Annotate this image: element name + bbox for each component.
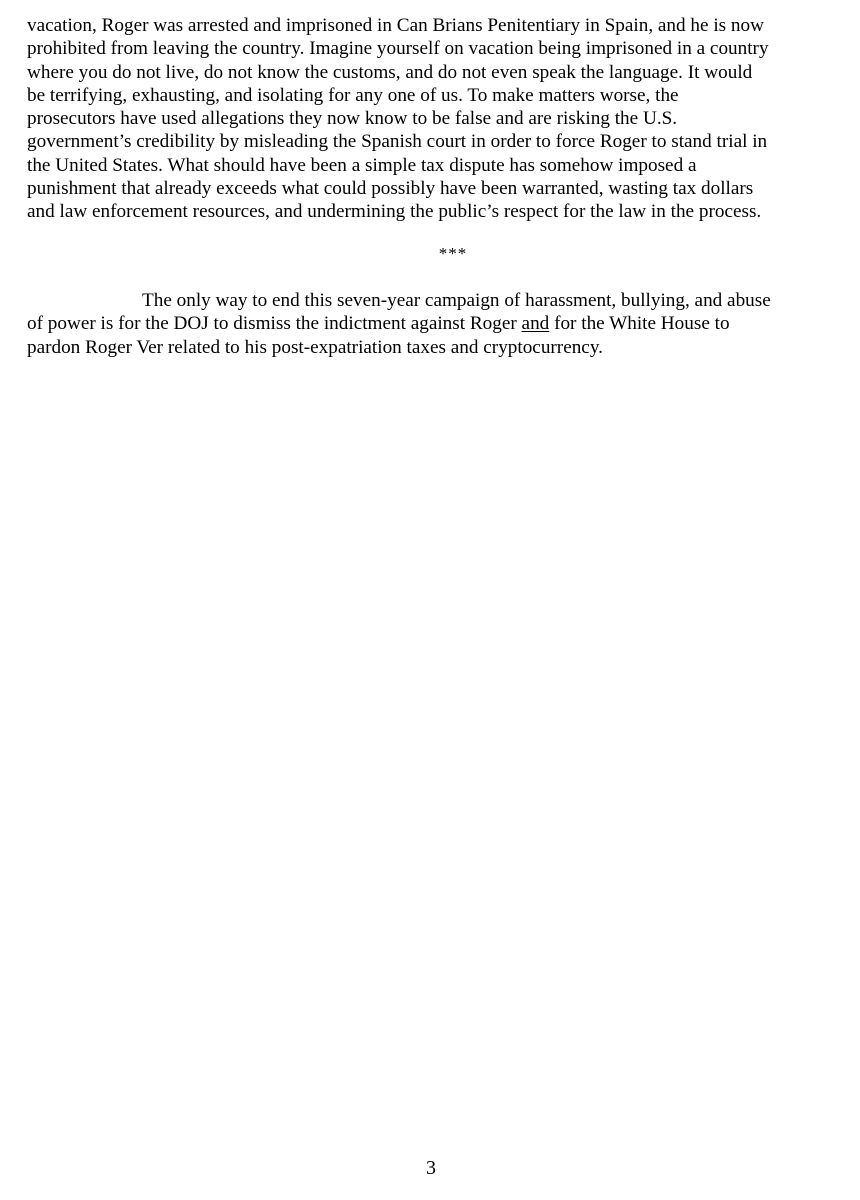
paragraph-1-line-7: the United States. What should have been a simple tax dispute has somehow imposed a: [27, 154, 697, 176]
paragraph-1-line-3: where you do not live, do not know the customs, and do not even speak the language. It would: [27, 61, 753, 83]
paragraph-1-line-4: be terrifying, exhausting, and isolating for any one of us. To make matters worse, the: [27, 84, 679, 106]
paragraph-1: [27, 14, 827, 224]
paragraph-2-line-2-after: for the White House to: [549, 313, 730, 335]
underlined-and: and: [521, 313, 550, 335]
paragraph-2-line-2: [27, 312, 827, 335]
paragraph-1-line-5: prosecutors have used allegations they now know to be false and are risking the U.S.: [27, 108, 678, 130]
paragraph-1-line-6: government’s credibility by misleading the Spanish court in order to force Roger to stand trial in: [27, 131, 768, 153]
paragraph-2-line-3: pardon Roger Ver related to his post-expatriation taxes and cryptocurrency.: [27, 336, 603, 358]
paragraph-1-line-2: prohibited from leaving the country. Imagine yourself on vacation being imprisoned in a country: [27, 38, 769, 60]
paragraph-2-line-1-text: The only way to end this seven-year campaign of harassment, bullying, and abuse: [142, 290, 771, 311]
paragraph-2-line-2-before: of power is for the DOJ to dismiss the indictment against Roger: [27, 313, 522, 335]
section-separator: ***: [438, 244, 468, 263]
paragraph-1-line-9: and law enforcement resources, and undermining the public’s respect for the law in the process.: [27, 201, 762, 223]
paragraph-2: [27, 289, 827, 359]
paragraph-1-line-8: punishment that already exceeds what could possibly have been warranted, wasting tax dollars: [27, 178, 754, 200]
page-number: 3: [426, 1157, 436, 1179]
paragraph-1-line-1: vacation, Roger was arrested and imprisoned in Can Brians Penitentiary in Spain, and he is now: [27, 15, 764, 36]
paragraph-2-line-1: [27, 289, 827, 312]
